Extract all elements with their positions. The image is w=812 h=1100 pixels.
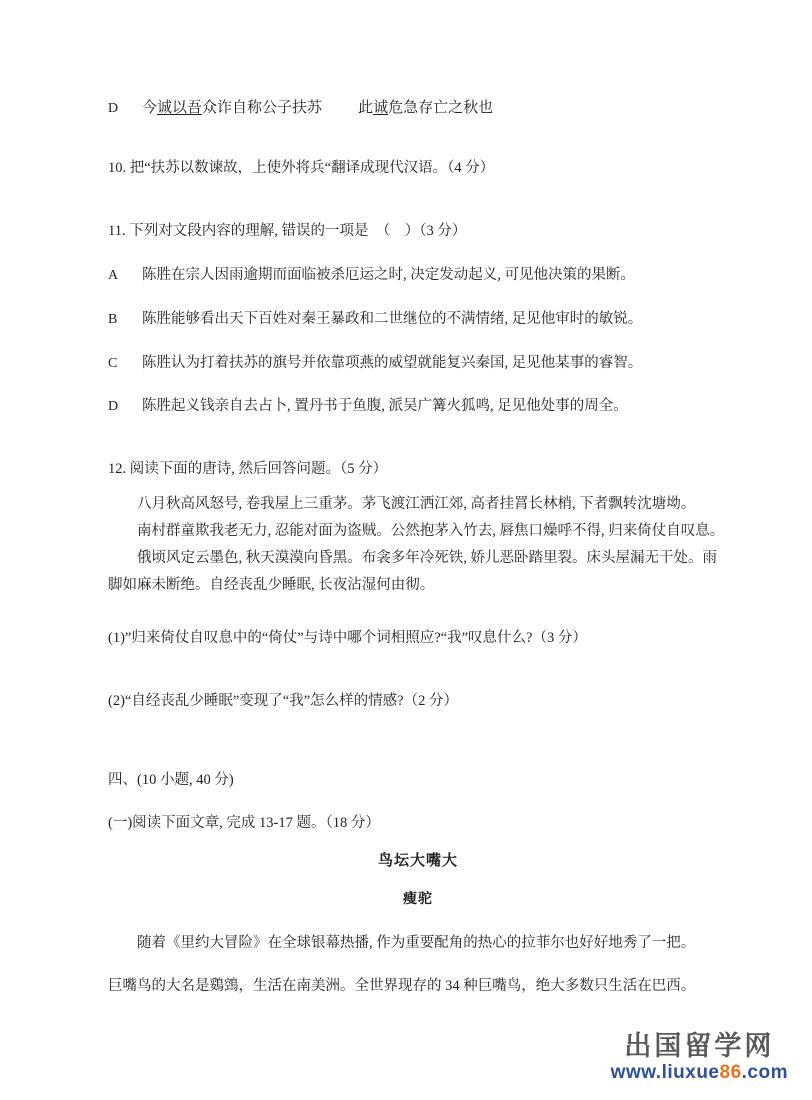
segment-a-underline: 诚以吾 <box>157 100 203 116</box>
option-text: 陈胜在宗人因雨逾期而面临被杀厄运之时, 决定发动起义, 可见他决策的果断。 <box>142 267 635 284</box>
spacer <box>108 650 728 690</box>
option-letter: D <box>108 101 119 116</box>
option-letter: A <box>108 268 119 284</box>
watermark-url <box>611 1063 788 1082</box>
document-body <box>108 96 728 1000</box>
spacer <box>108 713 728 753</box>
question-11-option-d <box>108 395 728 418</box>
article-paragraph-1: 随着《里约大冒险》在全球银幕热播, 作为重要配角的热心的拉菲尔也好好地秀了一把。 <box>137 935 696 952</box>
question-11-option-a <box>108 264 728 287</box>
question-11-option-c <box>108 352 728 375</box>
poem-paragraph-2: 南村群童欺我老无力, 忍能对面为盗贼。公然抱茅入竹去, 唇焦口燥呼不得, 归来倚仗自叹息。 <box>137 523 725 540</box>
poem-paragraph-1: 八月秋高风怒号, 卷我屋上三重茅。茅飞渡江洒江郊, 高者挂罥长林梢, 下者飘转沈塘坳。 <box>137 496 696 513</box>
option-letter: D <box>108 399 119 415</box>
option-text: 陈胜认为打着扶苏的旗号并依靠项燕的威望就能复兴秦国, 足见他某事的睿智。 <box>142 354 643 371</box>
spacer <box>108 753 728 769</box>
article-title: 鸟坛大嘴大 <box>377 852 458 870</box>
question-11-stem: 11. 下列对文段内容的理解, 错误的一项是 （ ）（3 分） <box>108 223 467 240</box>
site-watermark <box>611 1033 788 1082</box>
segment-a-pre: 今 <box>142 100 158 116</box>
article-paragraph-2: 巨嘴鸟的大名是鵎鵼，生活在南美洲。全世界现存的 34 种巨嘴鸟，绝大多数只生活在巴西。 <box>108 978 696 995</box>
spacer <box>108 418 728 458</box>
section-four-subheading: (一)阅读下面文章, 完成 13-17 题。（18 分） <box>108 815 380 832</box>
watermark-site-name: 出国留学网 <box>624 1031 775 1061</box>
option-letter: C <box>108 355 118 371</box>
watermark-url-part2: .com <box>741 1062 788 1083</box>
segment-b-post: 危急存亡之秋也 <box>388 100 494 116</box>
poem-paragraph-3: 俄顷风定云墨色, 秋天漠漠向昏黑。布衾多年冷死铁, 娇儿恶卧踏里裂。床头屋漏无干处。雨脚如麻未断绝。自经丧乱少睡眠, 长夜沾湿何由彻。 <box>108 549 717 593</box>
article-author: 瘦驼 <box>403 890 433 907</box>
question-12-stem: 12. 阅读下面的唐诗, 然后回答问题。（5 分） <box>108 461 388 478</box>
spacer <box>108 599 728 627</box>
question-12-sub-1: (1)”归来倚仗自叹息中的“倚仗”与诗中哪个词相照应?“我”叹息什么?（3 分） <box>108 629 587 646</box>
option-letter: B <box>108 312 118 328</box>
spacer <box>108 117 728 157</box>
section-four-heading: 四、(10 小题, 40 分) <box>108 771 234 788</box>
option-d-segment-a <box>142 96 322 117</box>
question-11-option-b <box>108 308 728 331</box>
question-10: 10. 把“扶苏以数谏故，上使外将兵“翻译成现代汉语。（4 分） <box>108 160 495 176</box>
spacer <box>108 180 728 220</box>
option-text: 陈胜能够看出天下百姓对秦王暴政和二世继位的不满情绪, 足见他审时的敏锐。 <box>142 311 643 328</box>
segment-a-post: 众诈自称公子扶苏 <box>202 100 323 116</box>
segment-b-underline: 诚 <box>373 100 389 116</box>
question-12-sub-2: (2)“自经丧乱少睡眠”变现了“我”怎么样的情感?（2 分） <box>108 692 458 709</box>
watermark-url-accent: 86 <box>719 1062 742 1083</box>
option-d-segment-b <box>358 96 493 117</box>
question-09-option-d <box>108 96 728 117</box>
option-text: 陈胜起义钱亲自去占卜, 置丹书于鱼腹, 派吴广篝火狐鸣, 足见他处事的周全。 <box>142 398 628 415</box>
segment-b-pre: 此 <box>358 100 374 116</box>
watermark-url-part1: www.liuxue <box>610 1062 720 1083</box>
